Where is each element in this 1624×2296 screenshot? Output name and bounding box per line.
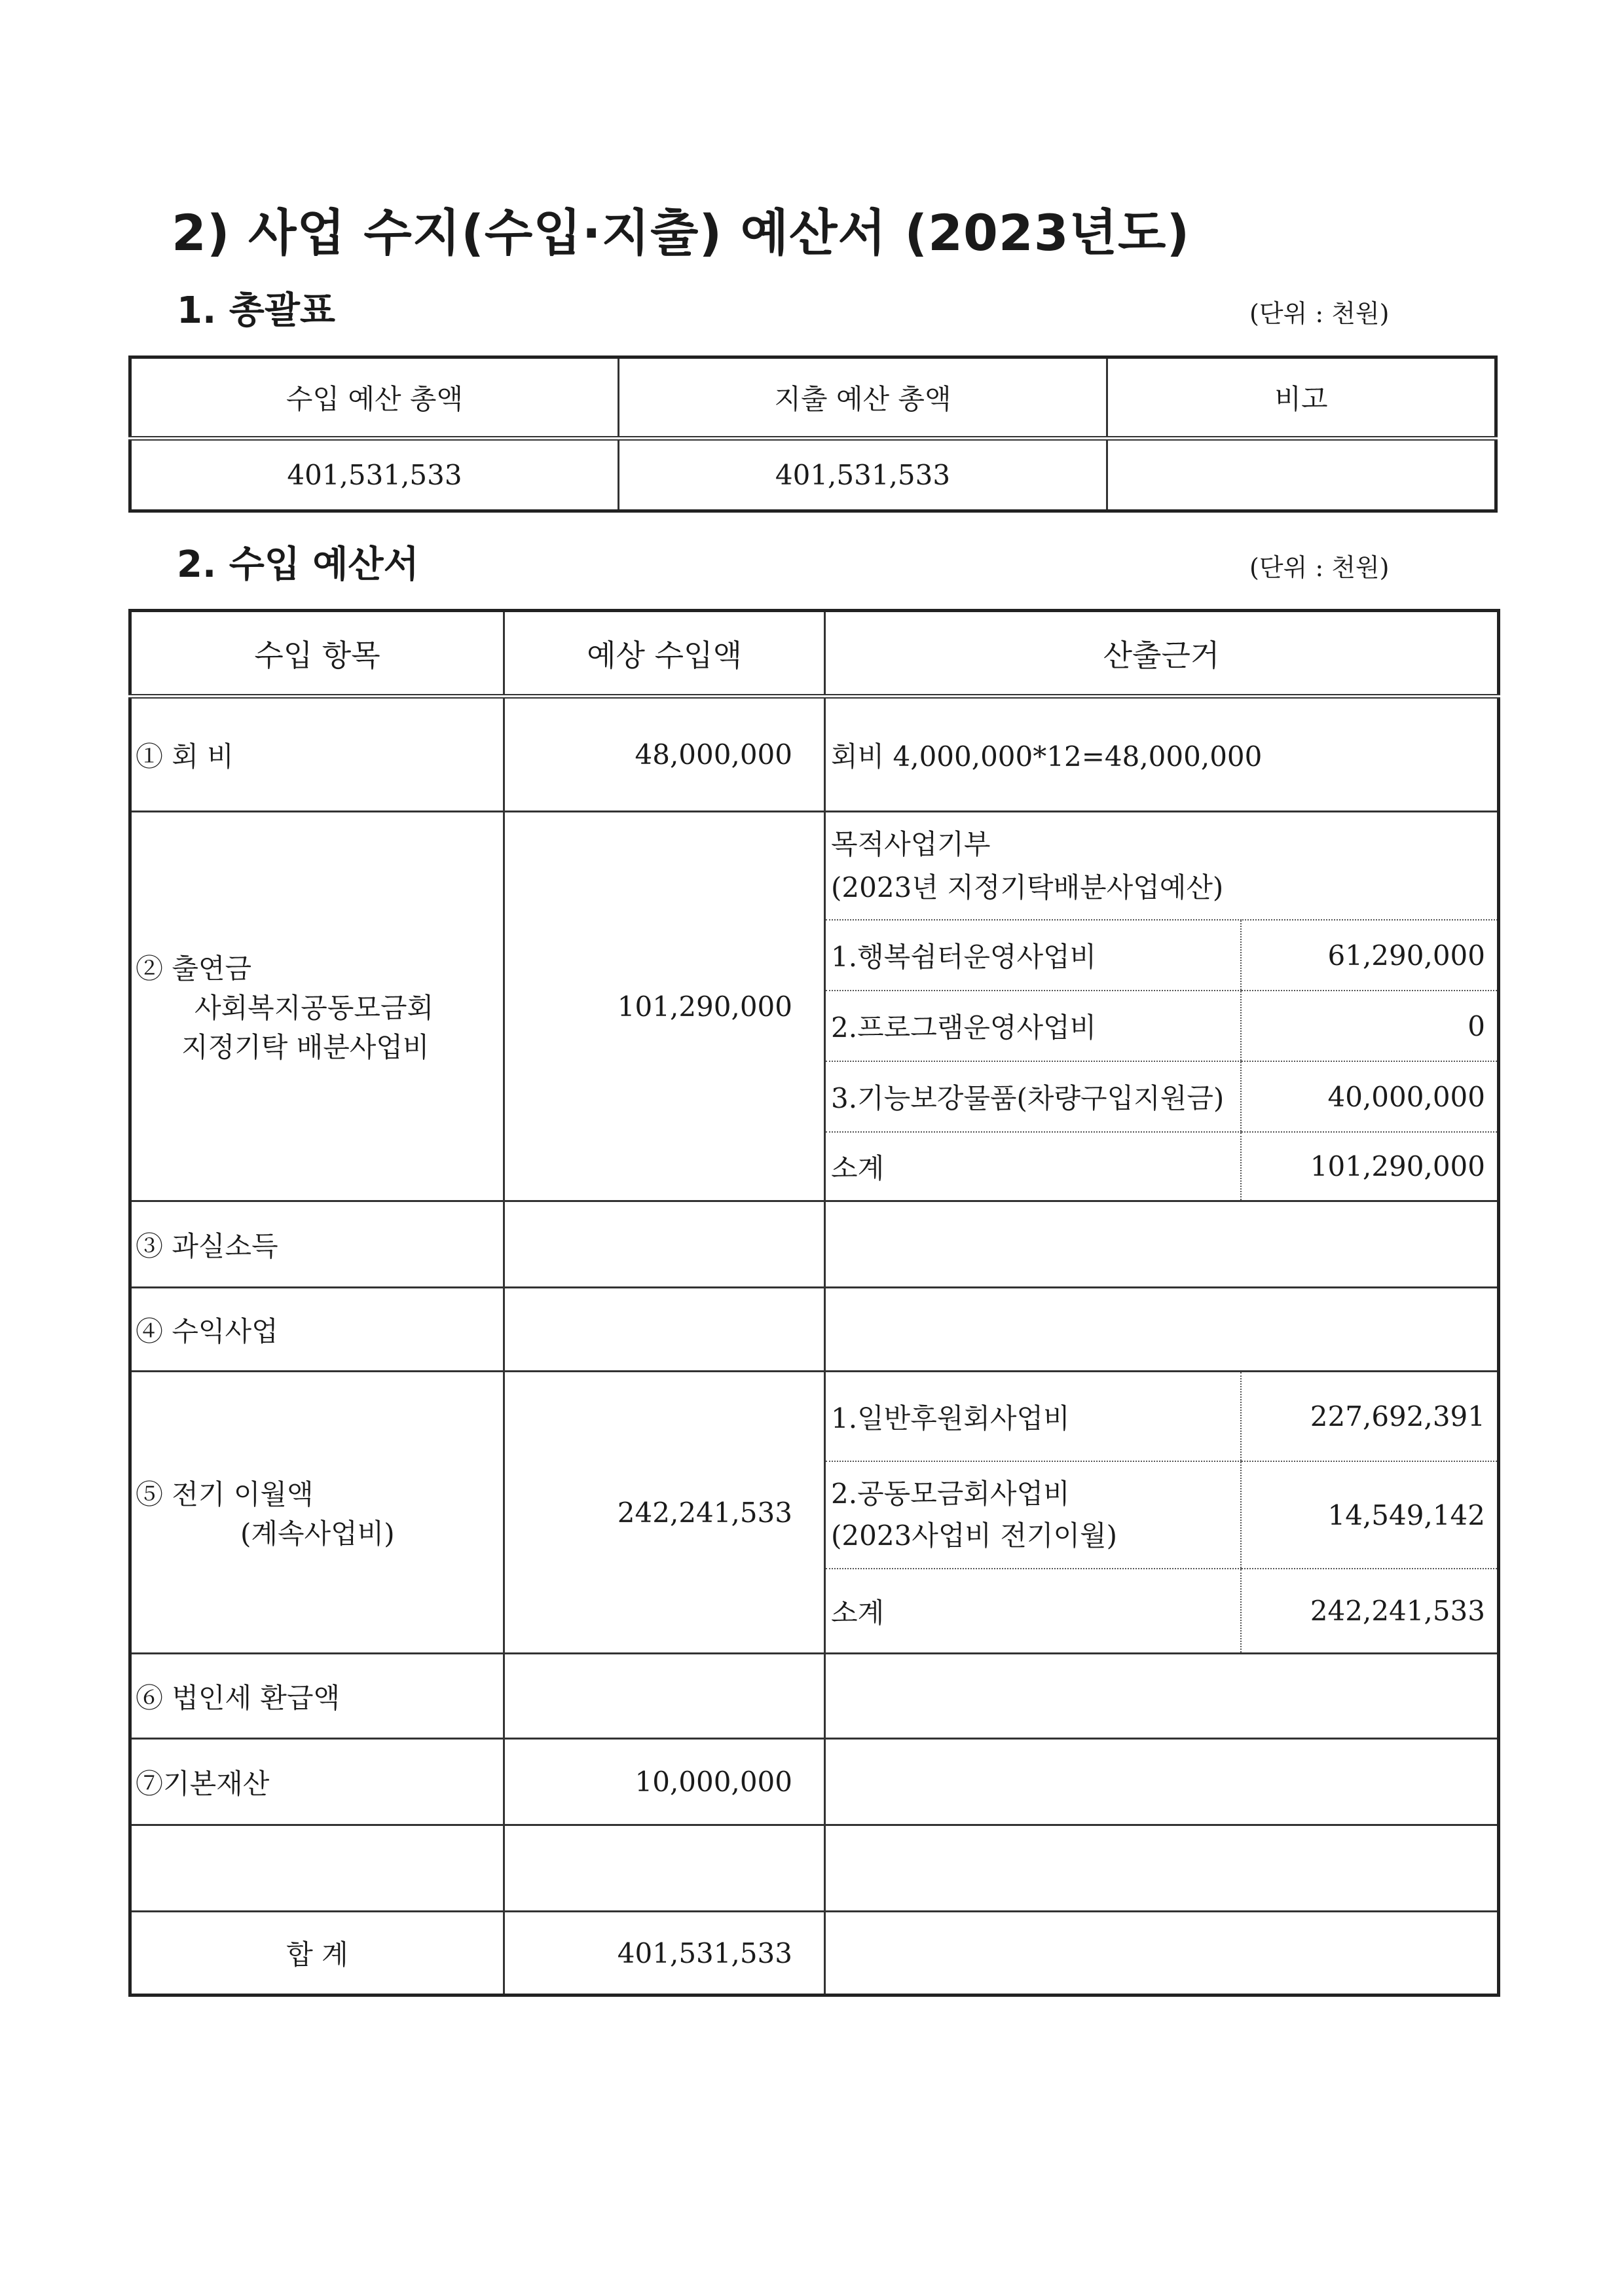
basis-item-name: 2.프로그램운영사업비 (826, 991, 1241, 1061)
row-basis (825, 1825, 1499, 1912)
row-basis (825, 1201, 1499, 1288)
summary-header-income: 수입 예산 총액 (130, 357, 619, 439)
income-row-membership (130, 697, 1499, 812)
basis-item-name: 1.일반후원회사업비 (826, 1372, 1241, 1461)
row-label (130, 1372, 504, 1654)
basis-item (826, 1061, 1500, 1132)
total-amount: 401,531,533 (504, 1912, 825, 1995)
basis-item-value: 14,549,142 (1241, 1461, 1500, 1569)
label-line: ② 출연금 (136, 953, 252, 985)
label-line: (계속사업비) (240, 1518, 395, 1550)
basis-item-name: 3.기능보강물품(차량구입지원금) (826, 1061, 1241, 1132)
row-basis (825, 1288, 1499, 1372)
row-amount: 101,290,000 (504, 812, 825, 1201)
summary-value-row (130, 439, 1496, 511)
summary-header-note: 비고 (1107, 357, 1496, 439)
income-header-basis: 산출근거 (825, 611, 1499, 697)
basis-item-name: 1.행복쉼터운영사업비 (826, 920, 1241, 991)
row-amount (504, 1654, 825, 1739)
label-line: 사회복지공동모금회 (194, 992, 434, 1024)
row-label: ④ 수익사업 (130, 1288, 504, 1372)
basis-item (826, 1461, 1500, 1569)
income-row-profit-business (130, 1288, 1499, 1372)
basis-item-name: 소계 (831, 1596, 885, 1629)
basis-item-value: 242,241,533 (1241, 1569, 1500, 1652)
total-basis (825, 1912, 1499, 1995)
row-basis: 회비 4,000,000*12=48,000,000 (825, 697, 1499, 812)
basis-subtotal (826, 1132, 1500, 1200)
basis-item-name (826, 1461, 1241, 1569)
income-row-carryover (130, 1372, 1499, 1654)
row-basis (825, 1654, 1499, 1739)
row-label: ① 회 비 (130, 697, 504, 812)
income-row-fruit-income (130, 1201, 1499, 1288)
total-label: 합 계 (130, 1912, 504, 1995)
section-heading-income: 2. 수입 예산서 (177, 543, 419, 586)
basis-item-name-line: 2.공동모금회사업비 (831, 1478, 1070, 1510)
row-label (130, 812, 504, 1201)
summary-expense-total: 401,531,533 (619, 439, 1107, 511)
row-basis (825, 1372, 1499, 1654)
basis-item (826, 991, 1500, 1061)
section-heading-summary: 1. 총괄표 (177, 289, 336, 332)
row-amount (504, 1288, 825, 1372)
basis-item (826, 1372, 1500, 1461)
row-amount (504, 1825, 825, 1912)
row-amount (504, 1201, 825, 1288)
row-label (130, 1825, 504, 1912)
row-label: ⑥ 법인세 환급액 (130, 1654, 504, 1739)
income-row-basic-assets (130, 1739, 1499, 1825)
row-label: ⑦기본재산 (130, 1739, 504, 1825)
basis-subtable (826, 812, 1500, 1200)
summary-income-total: 401,531,533 (287, 459, 462, 491)
income-row-blank (130, 1825, 1499, 1912)
income-header-item: 수입 항목 (130, 611, 504, 697)
basis-item-name: 소계 (831, 1152, 885, 1184)
row-basis (825, 812, 1499, 1201)
basis-item-value: 227,692,391 (1241, 1372, 1500, 1461)
income-row-total (130, 1912, 1499, 1995)
income-header-amount: 예상 수입액 (504, 611, 825, 697)
label-line: 지정기탁 배분사업비 (181, 1031, 430, 1063)
basis-item-value: 61,290,000 (1241, 920, 1500, 991)
income-row-contribution (130, 812, 1499, 1201)
basis-subtable (826, 1372, 1500, 1652)
summary-header-row (130, 357, 1496, 439)
label-line: ⑤ 전기 이월액 (136, 1478, 314, 1510)
income-header-row (130, 611, 1499, 697)
page-title: 2) 사업 수지(수입·지출) 예산서 (2023년도) (172, 204, 1190, 262)
summary-table (128, 355, 1498, 513)
row-label: ③ 과실소득 (130, 1201, 504, 1288)
income-budget-table (128, 609, 1500, 1997)
basis-item (826, 920, 1500, 991)
row-amount: 242,241,533 (504, 1372, 825, 1654)
basis-item-value: 0 (1241, 991, 1500, 1061)
basis-heading (826, 812, 1500, 920)
unit-label-income: (단위 : 천원) (1249, 553, 1390, 582)
income-row-tax-refund (130, 1654, 1499, 1739)
basis-subtotal (826, 1569, 1500, 1652)
row-amount: 10,000,000 (504, 1739, 825, 1825)
row-amount: 48,000,000 (504, 697, 825, 812)
summary-header-expense: 지출 예산 총액 (619, 357, 1107, 439)
basis-item-name-line: (2023사업비 전기이월) (831, 1520, 1118, 1552)
basis-heading-line: 목적사업기부 (831, 828, 991, 860)
basis-item-value: 101,290,000 (1241, 1132, 1500, 1200)
unit-label-summary: (단위 : 천원) (1249, 299, 1390, 328)
basis-heading-line: (2023년 지정기탁배분사업예산) (831, 871, 1224, 903)
basis-item-value: 40,000,000 (1241, 1061, 1500, 1132)
row-basis (825, 1739, 1499, 1825)
summary-note (1107, 439, 1496, 511)
